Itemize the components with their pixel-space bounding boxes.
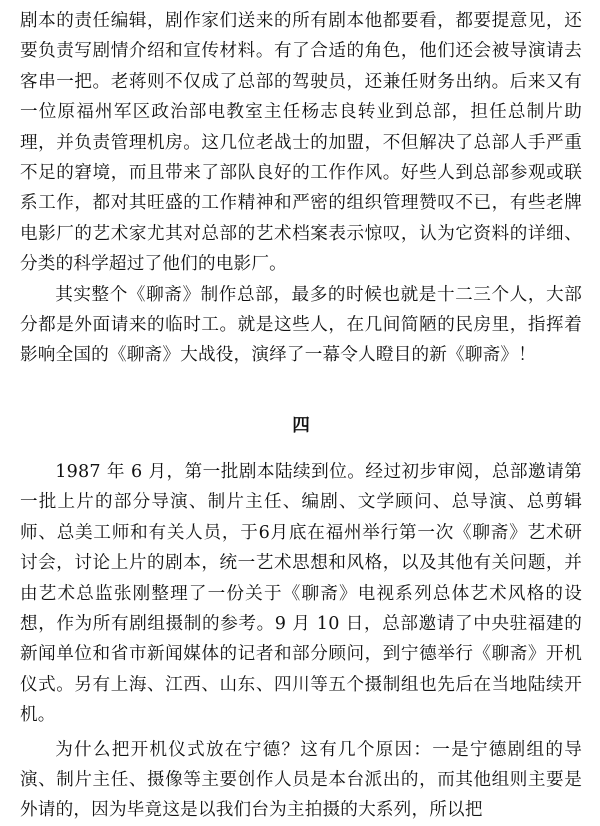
- paragraph-continued: 剧本的责任编辑，剧作家们送来的所有剧本他都要看，都要提意见，还要负责写剧情介绍和宣传材料。有了合适的角色，他们还会被导演请去客串一把。老蒋则不仅成了总部的驾驶员，还兼任财务出纳。后来又有一位原福州军区政治部电教室主任杨志良转业到总部，担任总制片助理，并负责管理机房。这几位老战士的加盟，不但解决了总部人手严重不足的窘境，而且带来了部队良好的工作作风。好些人到总部参观或联系工作，都对其旺盛的工作精神和严密的组织管理赞叹不已，有些老牌电影厂的艺术家尤其对总部的艺术档案表示惊叹，认为它资料的详细、分类的科学超过了他们的电影厂。: [20, 11, 582, 275]
- paragraph-headquarters-size: 其实整个《聊斋》制作总部，最多的时候也就是十二三个人，大部分都是外面请来的临时工。就是这些人，在几间简陋的民房里，指挥着影响全国的《聊斋》大战役，演绎了一幕令人瞪目的新《聊斋》！: [20, 284, 582, 366]
- paragraph-why-ningde: 为什么把开机仪式放在宁德？这有几个原因：一是宁德剧组的导演、制片主任、摄像等主要创作人员是本台派出的，而其他组则主要是外请的，因为毕竟这是以我们台为主拍摄的大系列，所以把: [20, 739, 582, 821]
- section-heading: 四: [292, 414, 310, 436]
- paragraph-first-scripts: 1987 年 6 月，第一批剧本陆续到位。经过初步审阅，总部邀请第一批上片的部分导演、制片主任、编剧、文学顾问、总导演、总剪辑师、总美工师和有关人员，于6月底在福州举行第一次《聊斋》艺术研讨会，讨论上片的剧本，统一艺术思想和风格，以及其他有关问题，并由艺术总监张刚整理了一份关于《聊斋》电视系列总体艺术风格的设想，作为所有剧组摄制的参考。9 月 10 日，总部邀请了中央驻福建的新闻单位和省市新闻媒体的记者和部分顾问，到宁德举行《聊斋》开机仪式。另有上海、江西、山东、四川等五个摄制组也先后在当地陆续开机。: [20, 461, 582, 726]
